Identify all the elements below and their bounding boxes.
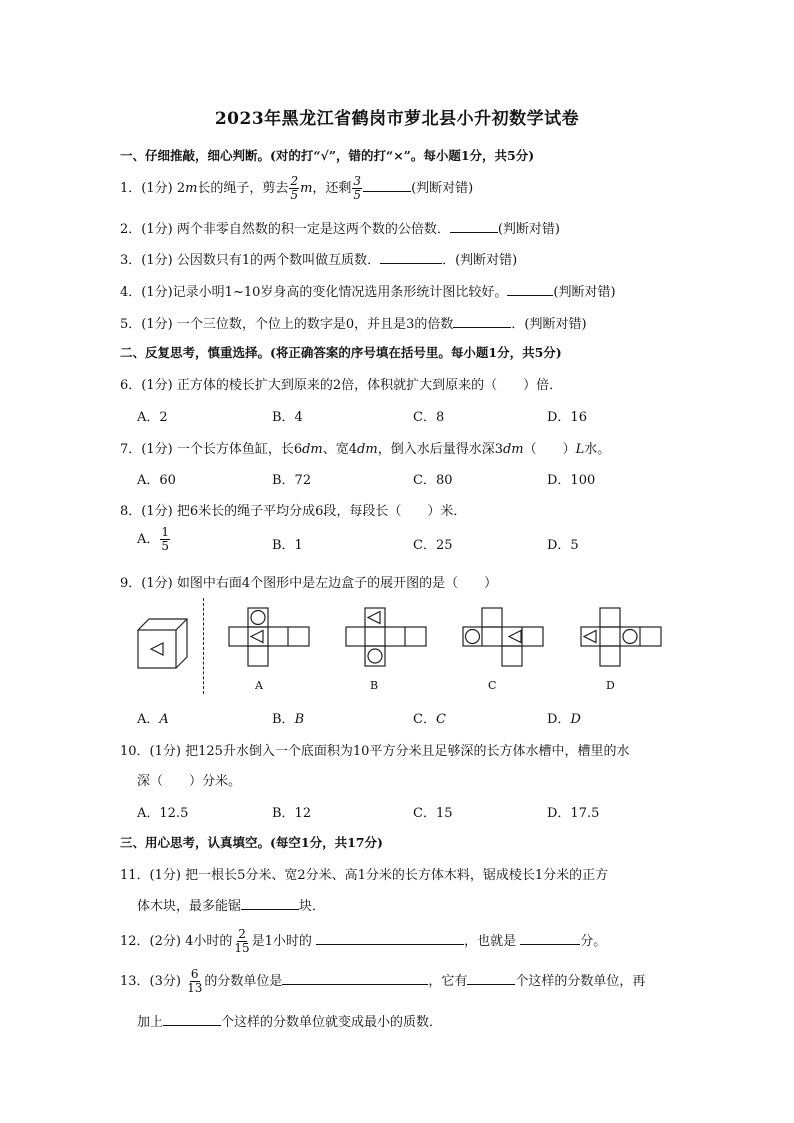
divider-line [203, 598, 204, 694]
option-d[interactable]: D．16 [547, 410, 587, 425]
option-d[interactable]: D．5 [547, 538, 579, 553]
answer-blank[interactable] [363, 179, 411, 192]
question-11-line-2: 体木块，最多能锯 块． [137, 899, 326, 914]
question-7: 7．(1分) 一个长方体鱼缸，长6dm、宽4dm，倒入水后量得水深3dm（ ）L水。 [120, 442, 611, 457]
question-13-line-1: 13．(3分) $\frac{6}{13}$ 的分数单位是 ，它有 个这样的分数单位，再 [120, 967, 646, 995]
answer-blank[interactable] [380, 251, 442, 264]
answer-blank[interactable] [453, 315, 511, 328]
option-b[interactable]: B．12 [272, 806, 312, 821]
page-title: 2023年黑龙江省鹤岗市萝北县小升初数学试卷 [214, 109, 580, 129]
question-2: 2．(1分) 两个非零自然数的积一定是这两个数的公倍数． (判断对错) [120, 222, 560, 237]
option-b[interactable]: B．B [272, 712, 305, 727]
answer-blank[interactable] [507, 283, 553, 296]
answer-blank[interactable] [450, 220, 498, 233]
net-label-b: B [370, 679, 379, 692]
net-label-c: C [488, 679, 497, 692]
question-10-line-1: 10．(1分) 把125升水倒入一个底面积为10平方分米且足够深的长方体水槽中，槽里的水 [120, 744, 630, 759]
question-11-line-1: 11．(1分) 把一根长5分米、宽2分米、高1分米的长方体木料，锯成棱长1分米的正方 [120, 868, 609, 883]
option-a[interactable]: A．60 [137, 473, 176, 488]
net-figure-b[interactable] [345, 607, 427, 667]
question-1: 1．(1分) 2m长的绳子，剪去 $\frac{2}{5}$ m，还剩 $\frac{3}{5}$ (判断对错) [120, 174, 474, 202]
section-2-heading: 二、反复思考，慎重选择。(将正确答案的序号填在括号里。每小题1分，共5分) [120, 345, 562, 360]
option-d[interactable]: D．100 [547, 473, 596, 488]
question-12: 12．(2分) 4小时的 $\frac{2}{15}$ 是1小时的 ，也就是 分。 [120, 927, 607, 955]
option-b[interactable]: B．72 [272, 473, 312, 488]
question-5: 5．(1分) 一个三位数，个位上的数字是0，并且是3的倍数 ．(判断对错) [120, 317, 587, 332]
question-8: 8．(1分) 把6米长的绳子平均分成6段，每段长（ ）米． [120, 504, 467, 519]
answer-blank[interactable] [520, 932, 580, 945]
question-10-line-2: 深（ ）分米。 [137, 774, 242, 789]
question-9: 9．(1分) 如图中右面4个图形中是左边盒子的展开图的是（ ） [120, 576, 498, 591]
net-figure-c[interactable] [462, 607, 544, 667]
section-3-heading: 三、用心思考，认真填空。(每空1分，共17分) [120, 835, 383, 850]
option-c[interactable]: C．25 [413, 538, 453, 553]
answer-blank[interactable] [282, 972, 428, 985]
option-c[interactable]: C．8 [413, 410, 445, 425]
option-b[interactable]: B．1 [272, 538, 303, 553]
answer-blank[interactable] [241, 897, 299, 910]
net-figure-d[interactable] [580, 607, 662, 667]
answer-blank[interactable] [163, 1013, 221, 1026]
answer-blank[interactable] [467, 972, 515, 985]
option-a[interactable]: A．A [137, 712, 169, 727]
option-b[interactable]: B．4 [272, 410, 303, 425]
question-3: 3．(1分) 公因数只有1的两个数叫做互质数． ．(判断对错) [120, 253, 518, 268]
net-label-d: D [606, 679, 615, 692]
net-label-a: A [255, 679, 263, 692]
option-d[interactable]: D．D [547, 712, 581, 727]
answer-blank[interactable] [316, 932, 464, 945]
cube-figure [137, 618, 189, 670]
option-a[interactable]: A．12.5 [137, 806, 189, 821]
question-4: 4．(1分)记录小明1~10岁身高的变化情况选用条形统计图比较好。 (判断对错) [120, 285, 616, 300]
net-figure-a[interactable] [228, 607, 310, 667]
question-13-line-2: 加上 个这样的分数单位就变成最小的质数． [137, 1015, 443, 1030]
question-6: 6．(1分) 正方体的棱长扩大到原来的2倍，体积就扩大到原来的（ ）倍． [120, 378, 563, 393]
section-1-heading: 一、仔细推敲，细心判断。(对的打“√”，错的打“×”。每小题1分，共5分) [120, 148, 535, 163]
option-a[interactable]: A． $\frac{1}{5}$ [137, 525, 170, 553]
option-c[interactable]: C．C [413, 712, 446, 727]
option-a[interactable]: A．2 [137, 410, 168, 425]
option-c[interactable]: C．80 [413, 473, 453, 488]
option-d[interactable]: D．17.5 [547, 806, 600, 821]
option-c[interactable]: C．15 [413, 806, 453, 821]
